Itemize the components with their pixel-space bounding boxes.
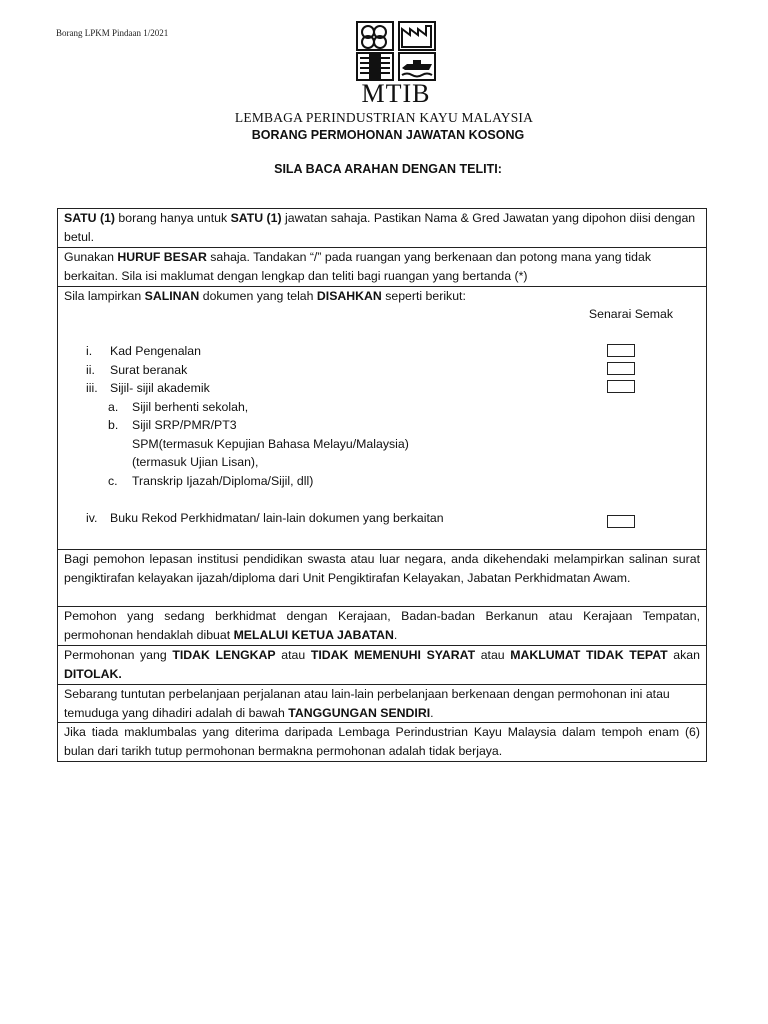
checkbox-service-record[interactable] [607,515,635,528]
academic-sub-list [86,398,586,491]
checklist-label: Senarai Semak [588,307,673,321]
form-title: BORANG PERMOHONAN JAWATAN KOSONG [251,128,525,142]
checkbox-birth-certificate[interactable] [607,362,635,375]
list-item: iii. Sijil- sijil akademik [86,381,210,395]
sub-list-item: b. Sijil SRP/PMR/PT3 [108,418,237,432]
document-list [86,342,586,528]
sub-list-continuation: (termasuk Ujian Lisan), [132,455,259,469]
rule-expenses: Sebarang tuntutan perbelanjaan perjalanan atau lain-lain perbelanjaan berkenaan dengan permohonan ini atau temuduga yang dihadiri adalah di bawah TANGGUNGAN SENDIRI. [58,684,706,722]
rule-one-application: SATU (1) borang hanya untuk SATU (1) jawatan sahaja. Pastikan Nama & Gred Jawatan yang dipohon diisi dengan betul. [64,211,696,244]
list-item: ii. Surat beranak [86,362,188,377]
mtib-logo [355,20,437,110]
rule-government-staff: Pemohon yang sedang berkhidmat dengan Kerajaan, Badan-badan Berkanun atau Kerajaan Tempatan, permohonan hendaklah dibuat MELALUI KETUA JABATAN. [58,606,706,645]
checkbox-identity-card[interactable] [607,344,635,357]
logo-emblem-icon [355,20,437,82]
rule-attachments [58,286,706,549]
rule-no-response: Jika tiada maklumbalas yang diterima daripada Lembaga Perindustrian Kayu Malaysia dalam tempoh enam (6) bulan dari tarikh tutup permohonan bermakna permohonan adalah tidak berjaya. [58,722,706,761]
form-code: Borang LPKM Pindaan 1/2021 [56,28,169,38]
logo-text: MTIB [361,79,431,108]
agency-name: LEMBAGA PERINDUSTRIAN KAYU MALAYSIA [234,110,534,125]
list-item: iv. Buku Rekod Perkhidmatan/ lain-lain dokumen yang berkaitan [86,511,444,525]
checkbox-academic-certificates[interactable] [607,380,635,393]
rule-private-institution: Bagi pemohon lepasan institusi pendidikan swasta atau luar negara, anda dikehendaki melampirkan salinan surat pengiktirafan kelayakan ijazah/diploma dari Unit Pengiktirafan Kelayakan, Jabatan Perkhidmatan Awam. [58,549,706,606]
list-item: i. Kad Pengenalan [86,344,201,358]
instructions-table [57,208,707,762]
attachments-intro: Sila lampirkan SALINAN dokumen yang telah DISAHKAN seperti berikut: [64,289,466,303]
instruction-heading: SILA BACA ARAHAN DENGAN TELITI: [274,162,502,176]
rule-rejection: Permohonan yang TIDAK LENGKAP atau TIDAK MEMENUHI SYARAT atau MAKLUMAT TIDAK TEPAT akan DITOLAK. [58,645,706,684]
sub-list-continuation: SPM(termasuk Kepujian Bahasa Melayu/Malaysia) [132,436,409,451]
rule-capital-letters: Gunakan HURUF BESAR sahaja. Tandakan “/” pada ruangan yang berkenaan dan potong mana yang tidak berkaitan. Sila isi maklumat dengan lengkap dan teliti bagi ruangan yang bertanda (*) [58,247,706,286]
sub-list-item: c. Transkrip Ijazah/Diploma/Sijil, dll) [108,473,314,488]
sub-list-item: a. Sijil berhenti sekolah, [108,399,249,414]
